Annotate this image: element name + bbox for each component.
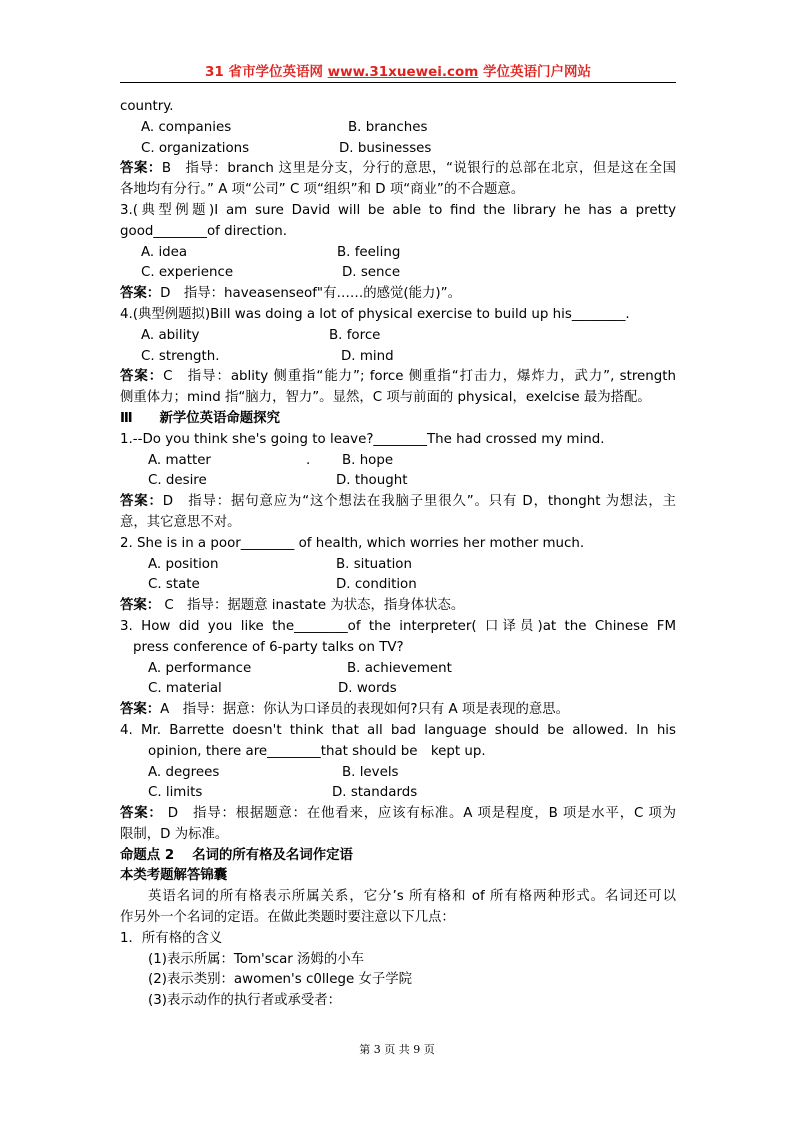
option-d: D. condition <box>336 577 417 593</box>
option-d: D. mind <box>341 348 394 364</box>
option-row <box>120 118 676 139</box>
answer-label: 答案： <box>120 702 161 718</box>
answer-line <box>120 700 676 721</box>
list-heading: 1．所有格的含义 <box>120 930 223 946</box>
option-b: B. situation <box>336 556 412 572</box>
option-d: D. businesses <box>339 140 432 156</box>
list-item: (2)表示类别：awomen's c0llege 女子学院 <box>148 972 413 988</box>
paragraph-line: 英语名词的所有格表示所属关系，它分’s 所有格和 of 所有格两种形式。名词还可以 <box>148 889 676 905</box>
option-row <box>120 783 676 804</box>
option-a: A. companies <box>141 119 232 135</box>
option-c: C. organizations <box>141 140 250 156</box>
answer-line <box>120 596 676 617</box>
text-line: good________of direction. <box>120 223 288 239</box>
answer-label: 答案： <box>120 598 161 614</box>
option-b: B. force <box>329 327 381 343</box>
list-item: (1)表示所属：Tom'scar 汤姆的小车 <box>148 951 365 967</box>
option-d: D. standards <box>332 785 418 801</box>
answer-text: B 指导：branch 这里是分支，分行的意思，“说银行的总部在北京，但是这在全国 <box>161 161 676 177</box>
option-b: B. hope <box>342 452 394 468</box>
option-row <box>120 139 676 160</box>
text-line: press conference of 6-party talks on TV? <box>133 639 404 655</box>
answer-label: 答案： <box>120 161 162 177</box>
option-row <box>120 263 676 284</box>
option-b: B. levels <box>342 764 399 780</box>
page-header <box>120 60 676 80</box>
option-d: D. sence <box>342 265 401 281</box>
list-item: (3)表示动作的执行者或承受者： <box>148 993 342 1009</box>
option-a: A. position <box>148 556 219 572</box>
option-c: C. desire <box>148 473 207 489</box>
text-line: 各地均有分行。” A 项“公司” C 项“组织”和 D 项“商业”的不合题意。 <box>120 182 525 198</box>
question-line: 4. Mr. Barrette doesn't think that all bad language should be allowed. In his <box>120 722 676 738</box>
answer-text: D 指导：根据题意：在他看来，应该有标准。A 项是程度，B 项是水平，C 项为 <box>162 806 676 822</box>
option-row <box>120 575 676 596</box>
text-line: 侧重体力；mind 指“脑力，智力”。显然，C 项与前面的 physical，exelcise 最为搭配。 <box>120 390 651 406</box>
answer-text: C 指导：据题意 inastate 为状态，指身体状态。 <box>160 598 465 614</box>
option-row <box>120 243 676 264</box>
header-rule <box>120 82 676 83</box>
option-a: A. degrees <box>148 764 220 780</box>
option-row <box>120 451 676 472</box>
answer-label: 答案： <box>120 806 163 822</box>
option-a: A. idea <box>141 244 188 260</box>
answer-label: 答案： <box>120 494 163 510</box>
text-line: opinion, there are________that should be kept up. <box>148 743 486 759</box>
option-a: A. matter <box>148 452 211 468</box>
option-row <box>120 326 676 347</box>
text-line: 限制，D 为标准。 <box>120 826 229 842</box>
option-b: B. achievement <box>347 660 452 676</box>
option-c: C. strength. <box>141 348 220 364</box>
option-row <box>120 555 676 576</box>
question-line: 1.--Do you think she's going to leave?________The had crossed my mind. <box>120 431 605 447</box>
option-row <box>120 471 676 492</box>
option-b: B. branches <box>348 119 428 135</box>
text-line: country. <box>120 99 174 114</box>
header-site-tagline: 学位英语门户网站 <box>478 64 592 80</box>
answer-line <box>120 159 676 180</box>
answer-line <box>120 284 676 305</box>
option-d: D. thought <box>336 473 408 489</box>
option-c: C. experience <box>141 265 234 281</box>
answer-label: 答案： <box>120 369 164 385</box>
question-line: 4.(典型例题拟)Bill was doing a lot of physical exercise to build up his________. <box>120 306 630 322</box>
option-row <box>120 659 676 680</box>
subsection-heading: 本类考题解答锦囊 <box>120 868 228 884</box>
option-c: C. limits <box>148 785 203 801</box>
answer-line <box>120 804 676 825</box>
option-c: C. state <box>148 577 200 593</box>
header-site-name: 31 省市学位英语网 <box>204 64 328 80</box>
option-d: D. words <box>338 681 397 697</box>
text-line: 作另外一个名词的定语。在做此类题时要注意以下几点： <box>120 910 455 926</box>
question-line: 2. She is in a poor________ of health, which worries her mother much. <box>120 535 585 551</box>
answer-label: 答案： <box>120 286 161 302</box>
topic-heading: 命题点 2 名词的所有格及名词作定语 <box>120 847 353 863</box>
answer-text: C 指导：ablity 侧重指“能力”; force 侧重指“打击力，爆炸力，武力”, strength <box>163 369 676 385</box>
option-b: B. feeling <box>337 244 401 260</box>
question-line: 3.(典型例题)I am sure David will be able to find the library he has a pretty <box>120 202 676 218</box>
text-line: 意，其它意思不对。 <box>120 514 241 530</box>
header-url-link[interactable]: www.31xuewei.com <box>327 64 479 80</box>
option-a: A. performance <box>148 660 252 676</box>
answer-text: D 指导：据句意应为“这个想法在我脑子里很久”。只有 D，thonght 为想法，主 <box>162 494 677 510</box>
answer-line <box>120 492 676 513</box>
answer-text: D 指导：haveasenseof"有……的感觉(能力)”。 <box>160 286 461 302</box>
section-heading: Ⅲ 新学位英语命题探究 <box>120 410 280 426</box>
page-footer: 第 3 页 共 9 页 <box>359 1043 435 1056</box>
question-line: 3. How did you like the________of the interpreter( 口译员)at the Chinese FM <box>120 618 676 634</box>
answer-text: A 指导：据意：你认为口译员的表现如何?只有 A 项是表现的意思。 <box>160 702 570 718</box>
option-row <box>120 679 676 700</box>
option-a: A. ability <box>141 327 200 343</box>
answer-line <box>120 367 676 388</box>
document-body <box>120 97 676 1012</box>
stray-mark: . <box>306 452 311 468</box>
option-row <box>120 763 676 784</box>
option-c: C. material <box>148 681 222 697</box>
option-row <box>120 347 676 368</box>
